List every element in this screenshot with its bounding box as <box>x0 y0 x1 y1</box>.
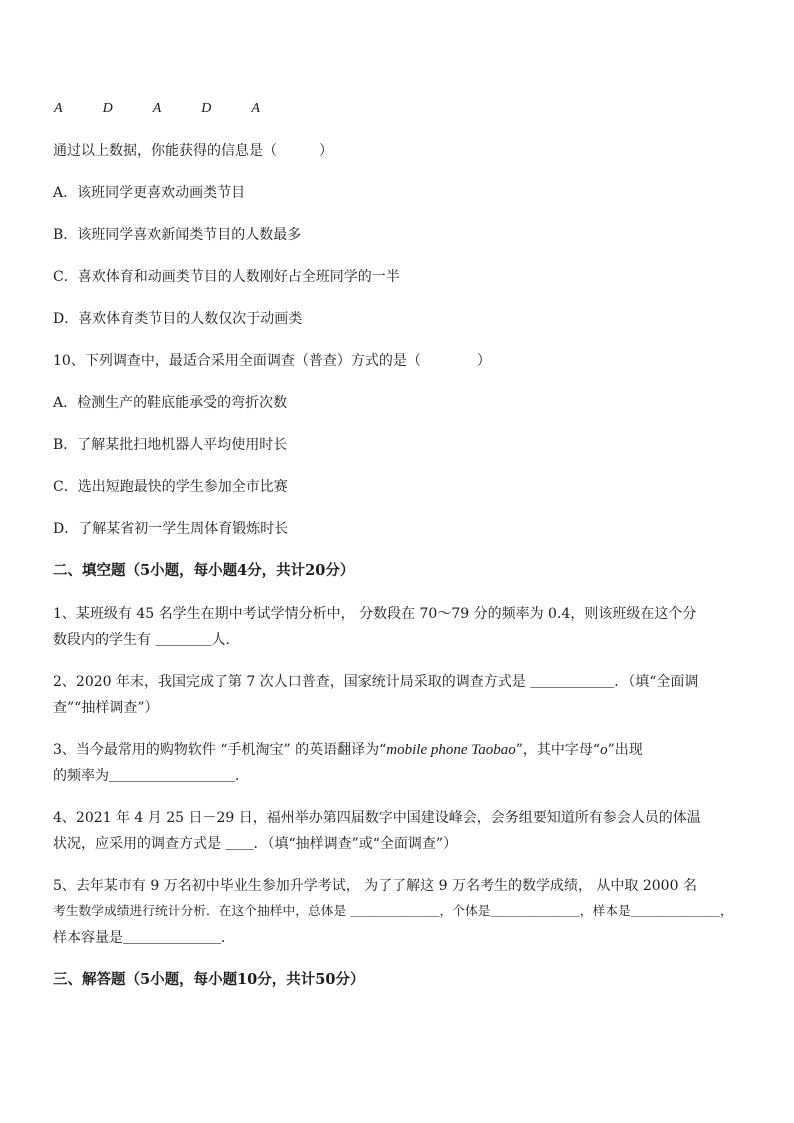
fill-q3-line2: 的频率为＿＿＿＿＿＿＿＿＿． <box>53 768 249 784</box>
fill-q5-line2: 考生数学成绩进行统计分析．在这个抽样中，总体是 ＿＿＿＿＿＿＿，个体是＿＿＿＿＿＿＿，样本是＿＿＿＿＿＿＿， <box>53 904 733 919</box>
fill-q4-line1: 4、2021 年 4 月 25 日－29 日，福州举办第四届数字中国建设峰会，会务组要知道所有参会人员的体温 <box>53 810 701 826</box>
q9-option-a: A．该班同学更喜欢动画类节目 <box>53 185 246 201</box>
fill-q3-line1 <box>53 740 733 760</box>
fill-q5-line1: 5、去年某市有 9 万名初中毕业生参加升学考试， 为了了解这 9 万名考生的数学成绩， 从中取 2000 名 <box>53 878 697 894</box>
answer-letter: D <box>201 101 212 116</box>
fill-q4-line2: 状况，应采用的调查方式是 ＿＿．（填“抽样调查”或“全面调查”） <box>53 836 458 852</box>
section3-heading: 三、解答题（5小题，每小题10分，共计50分） <box>53 971 365 988</box>
fill-q3-post: ”出现 <box>607 742 643 758</box>
answer-letters <box>54 101 300 117</box>
fill-q2-line2: 查”“抽样调查”） <box>53 700 159 716</box>
answer-letter: D <box>102 101 113 116</box>
q10-option-b: B．了解某批扫地机器人平均使用时长 <box>53 437 288 453</box>
section2-heading: 二、填空题（5小题，每小题4分，共计20分） <box>53 562 355 579</box>
fill-q3-pre: 3、当今最常用的购物软件 “手机淘宝” 的英语翻译为“ <box>53 742 387 758</box>
fill-q3-letter: o <box>600 742 608 758</box>
answer-letter: A <box>251 101 260 116</box>
q10-stem: 10、下列调查中，最适合采用全面调查（普查）方式的是（ ） <box>53 353 491 369</box>
fill-q3-mid: ”，其中字母“ <box>515 742 601 758</box>
q10-option-a: A．检测生产的鞋底能承受的弯折次数 <box>53 395 288 411</box>
q10-option-c: C．选出短跑最快的学生参加全市比赛 <box>53 479 288 495</box>
fill-q2-line1: 2、2020 年末，我国完成了第 7 次人口普查，国家统计局采取的调查方式是 ＿＿＿＿＿＿．（填“全面调 <box>53 674 699 690</box>
q9-stem: 通过以上数据，你能获得的信息是（ ） <box>53 143 333 159</box>
fill-q1-line1: 1、某班级有 45 名学生在期中考试学情分析中， 分数段在 70～79 分的频率为 0.4，则该班级在这个分 <box>53 606 697 622</box>
fill-q5-line3: 样本容量是＿＿＿＿＿＿＿． <box>53 930 235 946</box>
q9-option-d: D．喜欢体育类节目的人数仅次于动画类 <box>53 311 303 327</box>
answer-letter: A <box>152 101 162 116</box>
q9-option-b: B．该班同学喜欢新闻类节目的人数最多 <box>53 227 302 243</box>
fill-q3-phrase: mobile phone Taobao <box>386 742 516 758</box>
answer-letter: A <box>54 101 63 116</box>
fill-q1-line2: 数段内的学生有 ＿＿＿＿人． <box>53 632 240 648</box>
q9-option-c: C．喜欢体育和动画类节目的人数刚好占全班同学的一半 <box>53 269 400 285</box>
q10-option-d: D．了解某省初一学生周体育锻炼时长 <box>53 521 289 537</box>
